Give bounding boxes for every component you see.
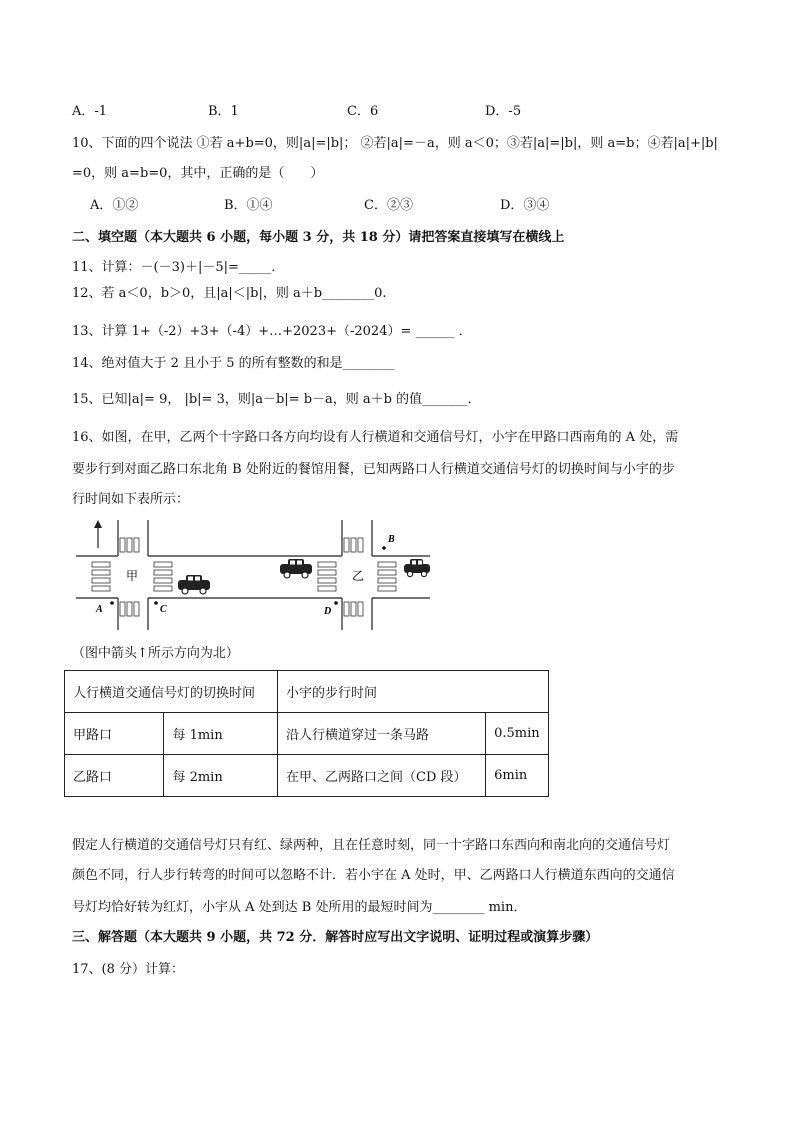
intersection-diagram [68,512,438,637]
info-table [64,670,549,797]
q17: 17、(8 分）计算： [72,962,185,977]
table-cell: 每 2min [164,755,278,797]
intersection-jia-label: 甲 [126,569,139,583]
point-a-dot [110,601,114,605]
table-cell: 0.5min [486,713,549,755]
table-header-cell: 小宇的步行时间 [278,671,549,713]
intersection-yi-label: 乙 [352,569,365,583]
point-b-dot [382,546,386,550]
car-icon [280,559,312,578]
q11: 11、计算：－(－3)＋|－5|=_____． [72,260,285,275]
section2-title: 二、填空题（本大题共 6 小题，每小题 3 分，共 18 分）请把答案直接填写在横线上 [72,230,565,245]
q16-line1: 16、如图，在甲，乙两个十字路口各方向均设有人行横道和交通信号灯，小宇在甲路口西南角的 A 处，需 [72,430,679,445]
q16-line2: 要步行到对面乙路口东北角 B 处附近的餐馆用餐，已知两路口人行横道交通信号灯的切换时间与小宇的步 [72,462,675,477]
q9-option-d: D．-5 [485,104,522,119]
q14: 14、绝对值大于 2 且小于 5 的所有整数的和是________ [72,356,395,371]
q10-line2: =0，则 a=b=0，其中，正确的是（ ） [72,166,324,181]
q13: 13、计算 1+（-2）+3+（-4）+…+2023+（-2024）= ______ ． [72,324,472,339]
point-b-label: B [388,534,395,545]
table-cell: 每 1min [164,713,278,755]
q16-tail-line1: 假定人行横道的交通信号灯只有红、绿两种，且在任意时刻，同一十字路口东西向和南北向的交通信号灯 [72,838,671,853]
table-row [65,755,549,797]
q15: 15、已知|a|= 9， |b|= 3，则|a－b|= b－a，则 a＋b 的值_______． [72,392,481,407]
table-cell: 沿人行横道穿过一条马路 [278,713,486,755]
q9-option-c: C．6 [347,104,379,119]
q10-option-a: A．①② [90,198,139,213]
table-cell: 6min [486,755,549,797]
table-header-row [65,671,549,713]
q10-line1: 10、下面的四个说法 ①若 a+b=0，则|a|=|b|； ②若|a|=－a，则 a＜0；③若|a|=|b|，则 a=b；④若|a|+|b| [72,136,718,151]
table-row [65,713,549,755]
table-cell: 乙路口 [65,755,164,797]
north-arrow-icon [94,520,102,548]
q10-option-b: B．①④ [224,198,273,213]
q12: 12、若 a＜0，b＞0，且|a|＜|b|，则 a＋b________0. [72,286,387,301]
point-c-dot [154,601,158,605]
section3-title: 三、解答题（本大题共 9 小题，共 72 分．解答时应写出文字说明、证明过程或演算步骤） [72,930,599,945]
car-icon [404,559,430,577]
q9-option-a: A．-1 [72,104,108,119]
point-d-label: D [324,606,332,617]
q16-tail-line2: 颜色不同，行人步行转弯的时间可以忽略不计．若小宇在 A 处时，甲、乙两路口人行横道东西向的交通信 [72,868,675,883]
table-cell: 在甲、乙两路口之间（CD 段） [278,755,486,797]
car-icon [178,575,210,594]
diagram-caption: （图中箭头↑所示方向为北） [72,646,239,661]
table-header-cell: 人行横道交通信号灯的切换时间 [65,671,278,713]
q16-line3: 行时间如下表所示： [72,492,190,507]
point-a-label: A [96,604,103,615]
q16-tail-line3: 号灯均恰好转为红灯，小宇从 A 处到达 B 处所用的最短时间为________ min． [72,900,527,915]
q9-option-b: B．1 [208,104,239,119]
q10-option-d: D．③④ [500,198,550,213]
point-c-label: C [160,604,167,615]
q10-option-c: C．②③ [364,198,413,213]
table-cell: 甲路口 [65,713,164,755]
point-d-dot [334,601,338,605]
